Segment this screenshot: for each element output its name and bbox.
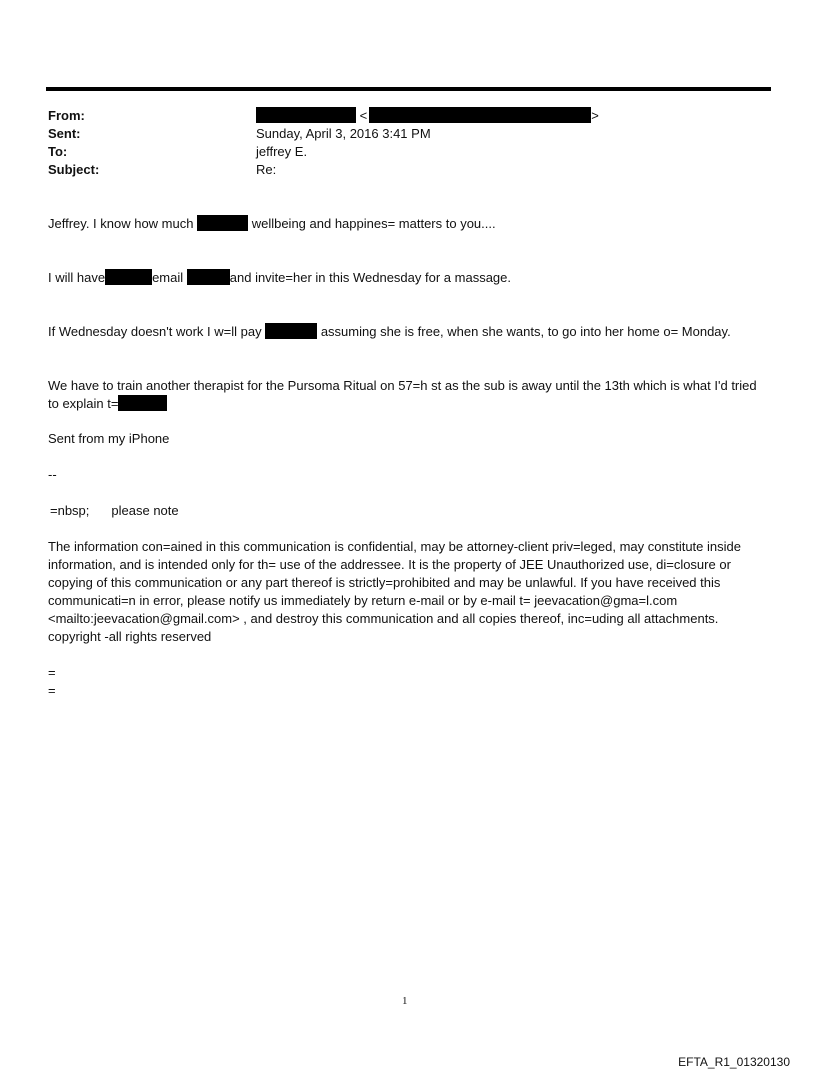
body-paragraph-1 [48,215,496,233]
body-text: I will have [48,270,106,285]
body-text: and invite=her in this Wednesday for a massage. [229,270,511,285]
redaction-box [105,269,152,285]
sent-value: Sunday, April 3, 2016 3:41 PM [256,126,431,141]
signature: Sent from my iPhone [48,431,170,446]
to-label: To: [48,144,68,159]
body-paragraph-3 [48,323,731,341]
eq-line-2: = [48,683,56,698]
body-text: wellbeing and happines= matters to you.... [248,216,496,231]
redaction-box [369,107,591,123]
from-open-bracket: < [359,108,368,123]
sent-label: Sent: [48,126,81,141]
page-number: 1 [402,995,408,1007]
from-label: From: [48,108,85,123]
bates-number: EFTA_R1_01320130 [678,1055,790,1069]
eq-line-1: = [48,665,56,680]
redaction-box [187,269,230,285]
to-value: jeffrey E. [256,144,308,159]
body-text: Jeffrey. I know how much [48,216,198,231]
body-paragraph-4 [48,377,763,413]
nbsp-line [50,502,179,520]
body-text: We have to train another therapist for the Pursoma Ritual on 57=h st as the sub is away until the 13th which is what I'd tried to explain t= [48,378,757,411]
body-text: =nbsp; [50,503,90,518]
redaction-box [265,323,317,339]
subject-label: Subject: [48,162,100,177]
body-text: If Wednesday doesn't work I w=ll pay [48,324,266,339]
redaction-box [256,107,356,123]
body-text: email [152,270,187,285]
from-close-bracket: > [591,108,599,123]
redaction-box [197,215,248,231]
from-value [256,107,599,125]
redaction-box [118,395,167,411]
subject-value: Re: [256,162,277,177]
please-note-text: please note [111,503,179,518]
header-rule [46,87,771,91]
body-paragraph-2 [48,269,511,287]
disclaimer: The information con=ained in this communication is confidential, may be attorney-client priv=leged, may constitute inside information, and is intended only for th= use of the addressee. It is the property of JEE Unauthorized use, di=closure or copying of this communication or any part thereof is strictly=prohibited and may be unlawful. If you have received this communicati=n in error, please notify us immediately by return e-mail or by e-mail t= jeevacation@gma=l.com <mailto:jeevacation@gmail.com> , and destroy this communication and all copies thereof, inc=uding all attachments. copyright -all rights reserved [48,539,741,644]
separator-dashes: -- [48,467,57,482]
body-text: assuming she is free, when she wants, to go into her home o= Monday. [317,324,731,339]
